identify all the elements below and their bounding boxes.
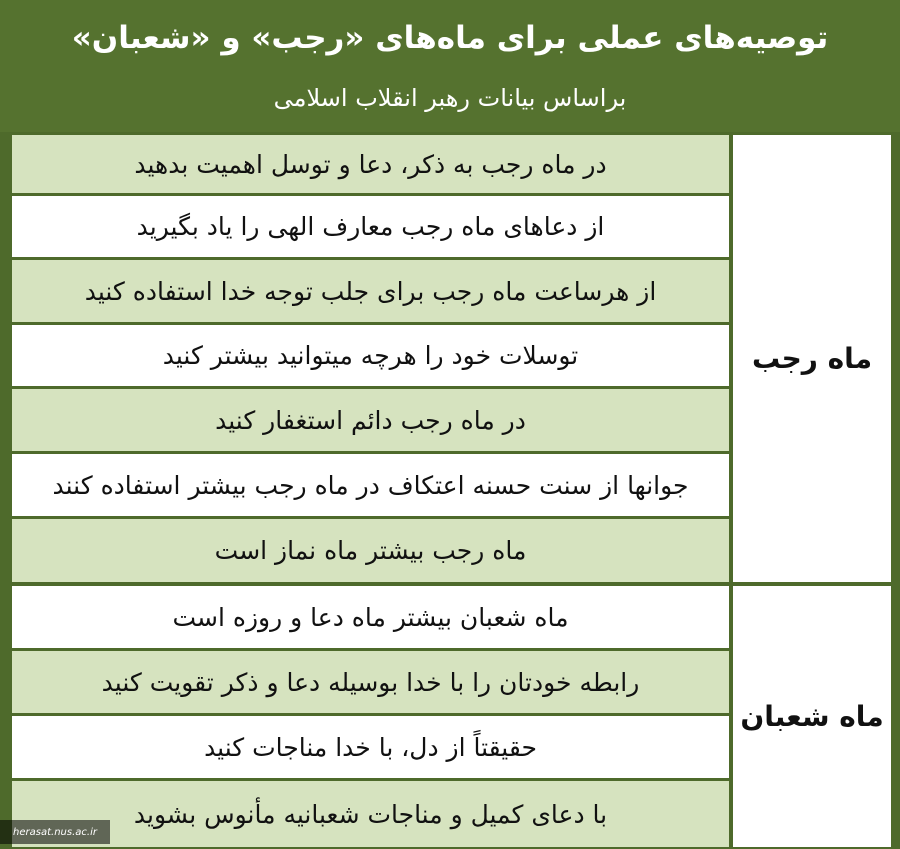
rajab-item-4: توسلات خود را هرچه میتوانید بیشتر کنید <box>12 325 729 386</box>
rajab-item-7: ماه رجب بیشتر ماه نماز است <box>12 519 729 582</box>
shaban-item-2: رابطه خودتان را با خدا بوسیله دعا و ذکر تقویت کنید <box>12 651 729 713</box>
month-label-shaban: ماه شعبان <box>733 586 891 847</box>
recommendations-table <box>10 132 894 849</box>
rajab-item-5: در ماه رجب دائم استغفار کنید <box>12 389 729 451</box>
rajab-item-3: از هرساعت ماه رجب برای جلب توجه خدا استفاده کنید <box>12 260 729 322</box>
page-subtitle: براساس بیانات رهبر انقلاب اسلامی <box>273 84 627 112</box>
watermark-label: herasat.nus.ac.ir <box>0 820 110 844</box>
page-title: توصیه‌های عملی برای ماه‌های «رجب» و «شعبان» <box>71 20 829 56</box>
rajab-item-1: در ماه رجب به ذکر، دعا و توسل اهمیت بدهید <box>12 135 729 193</box>
shaban-item-1: ماه شعبان بیشتر ماه دعا و روزه است <box>12 586 729 648</box>
shaban-item-4: با دعای کمیل و مناجات شعبانیه مأنوس بشوید <box>12 781 729 847</box>
rajab-item-6: جوانها از سنت حسنه اعتکاف در ماه رجب بیشتر استفاده کنند <box>12 454 729 516</box>
rajab-item-2: از دعاهای ماه رجب معارف الهی را یاد بگیرید <box>12 196 729 257</box>
shaban-item-3: حقیقتاً از دل، با خدا مناجات کنید <box>12 716 729 778</box>
month-label-rajab: ماه رجب <box>733 135 891 582</box>
header <box>0 0 900 132</box>
